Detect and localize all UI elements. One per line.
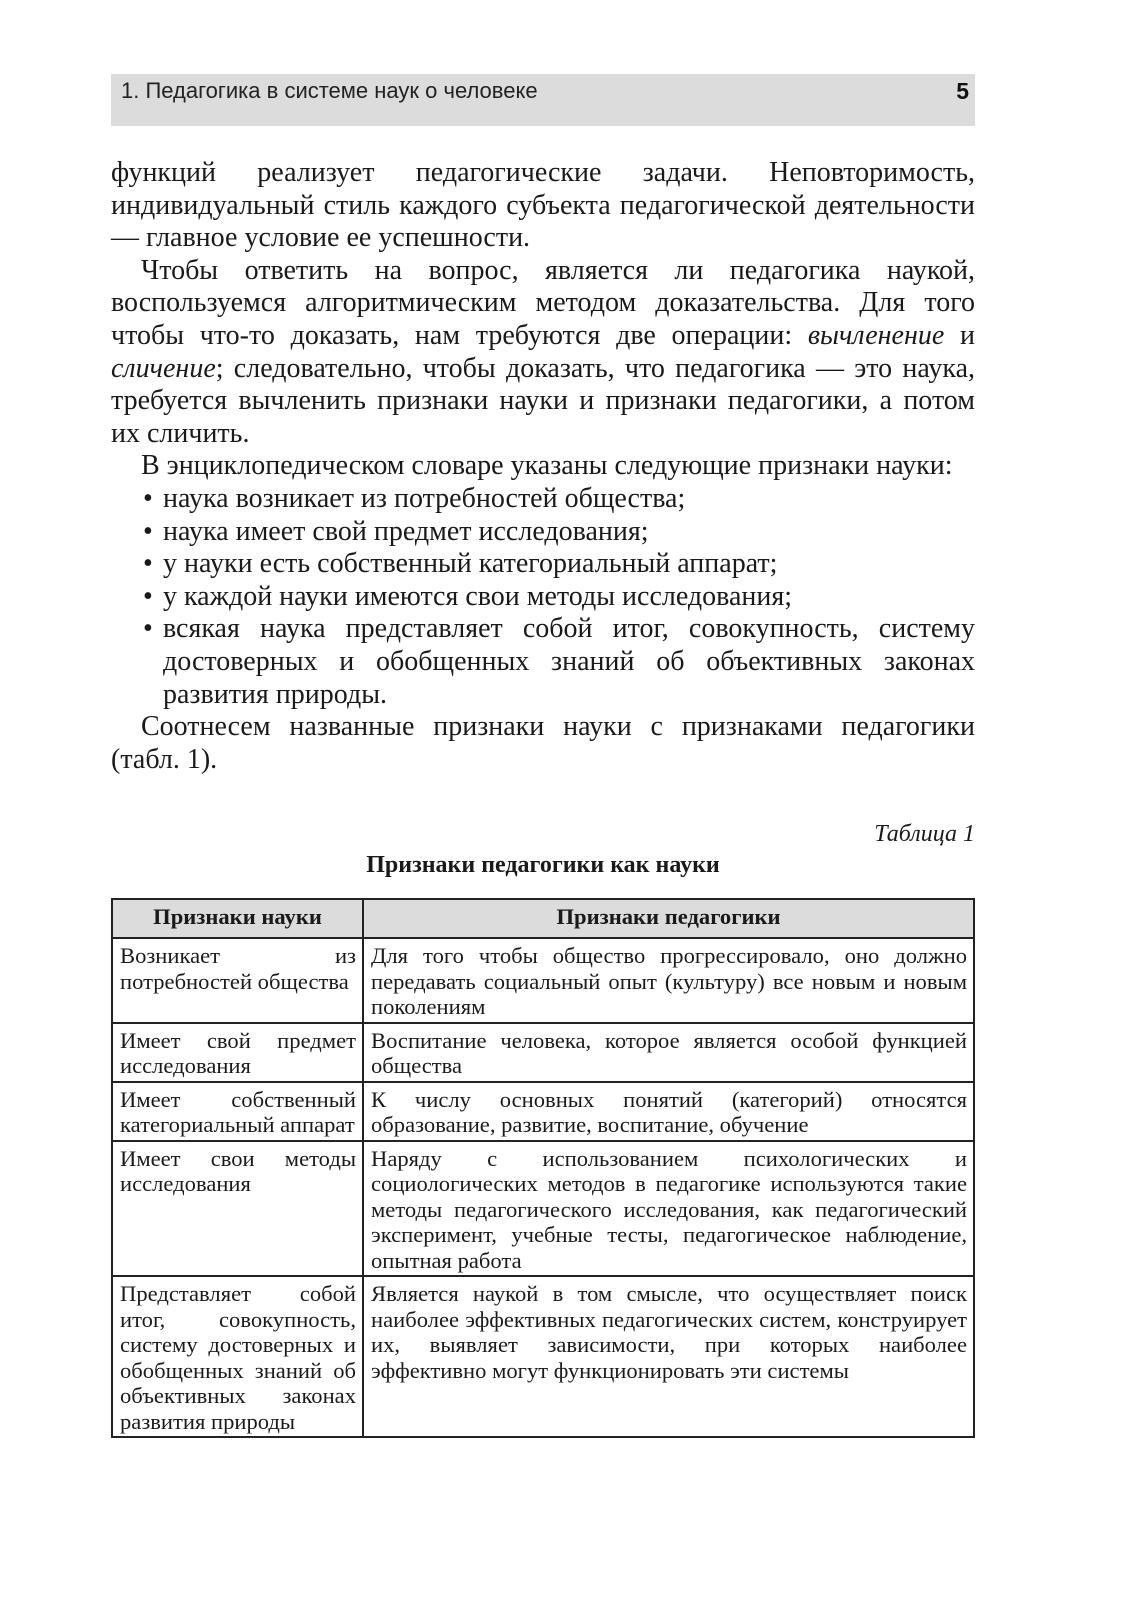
list-item: [143, 482, 975, 516]
list-item: [143, 580, 975, 614]
table-cell: Представляет собой итог, совокупность, систему достоверных и обобщенных знаний об объективных законах развития природы: [112, 1276, 363, 1437]
table-row: [112, 1141, 974, 1277]
list-item-text: у каждой науки имеются свои методы исследования;: [163, 580, 793, 612]
table-caption: Таблица 1: [874, 821, 975, 847]
bullet-icon: •: [143, 515, 153, 547]
paragraph-2-part-3: ; следовательно, чтобы доказать, что педагогика — это наука, требуется вычленить признаки науки и признаки педагогики, а потом их сличить.: [111, 352, 975, 449]
table-row: [112, 1082, 974, 1141]
bullet-icon: •: [143, 580, 153, 612]
bullet-icon: •: [143, 548, 153, 580]
features-table: [111, 898, 975, 1438]
column-header-pedagogy: Признаки педагогики: [363, 899, 974, 938]
science-features-list: [111, 483, 975, 711]
term-slichenie: сличение: [111, 352, 216, 384]
list-item-text: у науки есть собственный категориальный аппарат;: [163, 548, 778, 580]
list-item-text: наука имеет свой предмет исследования;: [163, 515, 649, 547]
paragraph-2-part-1: Чтобы ответить на вопрос, является ли педагогика наукой, воспользуемся алгоритмическим методом доказательства. Для того чтобы что-то доказать, нам требуются две операции:: [111, 254, 975, 351]
list-item: [143, 515, 975, 549]
running-header: [111, 74, 975, 126]
table-row: [112, 938, 974, 1023]
table-cell: Является наукой в том смысле, что осуществляет поиск наиболее эффективных педагогических систем, конструирует их, выявляет зависимости, при которых наиболее эффективно могут функционировать эти системы: [363, 1276, 974, 1437]
paragraph-1: функций реализует педагогические задачи. Неповторимость, индивидуальный стиль каждого субъекта педагогической деятельности — главное условие ее успешности.: [111, 157, 975, 254]
table-title: Признаки педагогики как науки: [366, 852, 720, 878]
chapter-title: 1. Педагогика в системе наук о человеке: [121, 78, 538, 103]
paragraph-2: [111, 255, 975, 451]
paragraph-4: Соотнесем названные признаки науки с признаками педагогики (табл. 1).: [111, 711, 975, 775]
column-header-science: Признаки науки: [112, 899, 363, 938]
table-cell: Для того чтобы общество прогрессировало, оно должно передавать социальный опыт (культуру) все новым и новым поколениям: [363, 938, 974, 1023]
bullet-icon: •: [143, 613, 153, 645]
bullet-icon: •: [143, 482, 153, 514]
table-cell: Воспитание человека, которое является особой функцией общества: [363, 1023, 974, 1082]
table-cell: Имеет свои методы исследования: [112, 1141, 363, 1277]
term-vychlenenie: вычленение: [807, 319, 945, 351]
body-text: [111, 157, 975, 776]
table-cell: Возникает из потребностей общества: [112, 938, 363, 1023]
paragraph-2-part-2: и: [944, 319, 975, 351]
list-item-text: наука возникает из потребностей общества;: [163, 482, 686, 514]
table-cell: Наряду с использованием психологических и социологических методов в педагогике используются такие методы педагогического исследования, как педагогический эксперимент, учебные тесты, педагогическое наблюдение, опытная работа: [363, 1141, 974, 1277]
table-header-row: [112, 899, 974, 938]
table-row: [112, 1276, 974, 1437]
list-item-text: всякая наука представляет собой итог, совокупность, систему достоверных и обобщенных знаний об объективных законах развития природы.: [163, 613, 975, 710]
list-item: [143, 548, 975, 581]
page-number: 5: [956, 78, 969, 104]
table-cell: К числу основных понятий (категорий) относятся образование, развитие, воспитание, обучение: [363, 1082, 974, 1141]
table-cell: Имеет собственный категориальный аппарат: [112, 1082, 363, 1141]
paragraph-3: В энциклопедическом словаре указаны следующие признаки науки:: [141, 450, 953, 482]
list-item: [143, 613, 975, 711]
table-cell: Имеет свой предмет исследования: [112, 1023, 363, 1082]
table-row: [112, 1023, 974, 1082]
